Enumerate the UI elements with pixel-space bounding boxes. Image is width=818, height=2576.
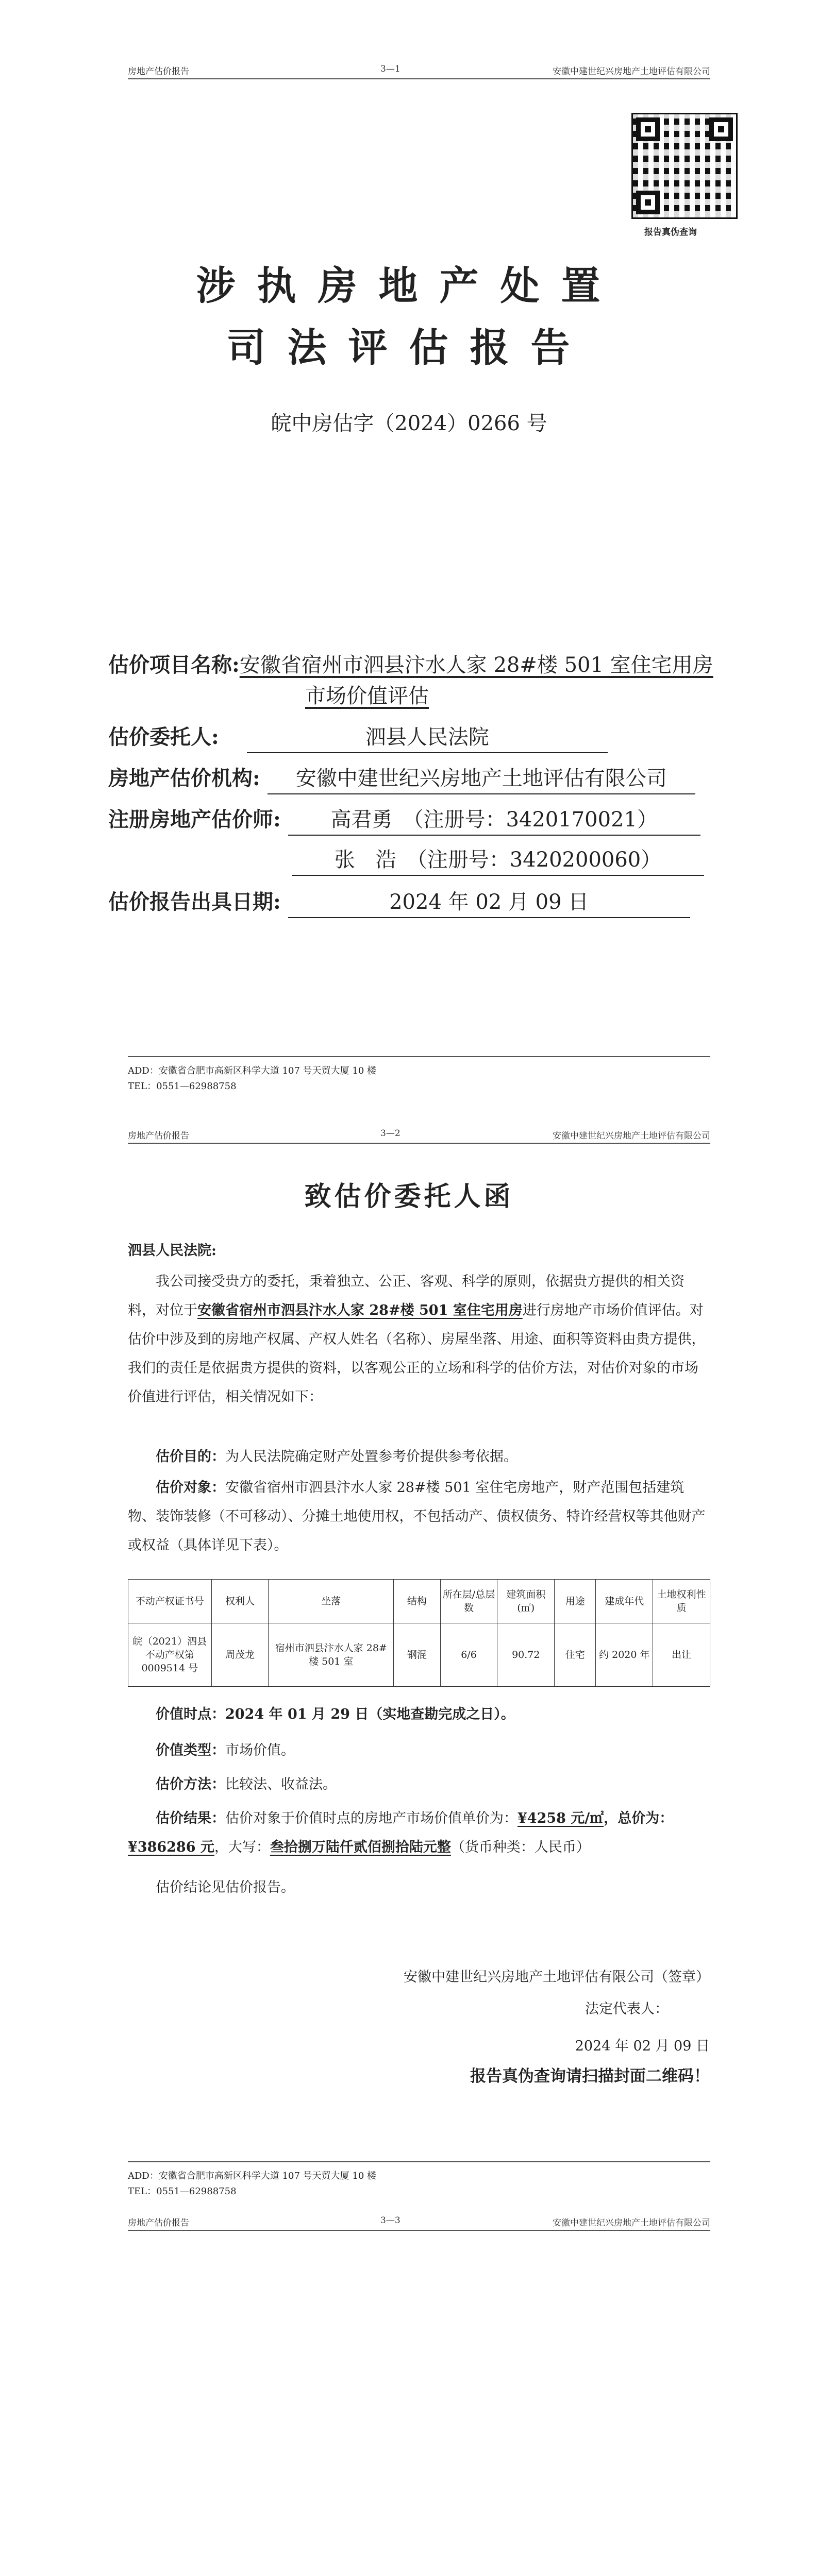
report-title-line-2: 司法评估报告 (226, 325, 592, 370)
header-right: 安徽中建世纪兴房地产土地评估有限公司 (553, 1131, 710, 1141)
appraiser-row (108, 805, 700, 836)
result-text-1: 估价对象于价值时点的房地产市场价值单价为： (225, 1810, 517, 1826)
project-label: 估价项目名称: (108, 653, 240, 677)
project-value-2: 市场价值评估 (305, 684, 429, 708)
project-row (108, 650, 713, 680)
intro-text-a: 我公司接受贵方的委托，秉着独立、公正、客观、科学的原则，依据贵方提供的相关资料，对位于 (128, 1274, 685, 1318)
total-price: ¥386286 元 (128, 1839, 214, 1855)
table-cell: 皖（2021）泗县不动产权第 0009514 号 (128, 1623, 212, 1687)
verify-note: 报告真伪查询请扫描封面二维码！ (470, 2067, 710, 2086)
table-cell: 钢混 (394, 1623, 440, 1687)
date-row (108, 887, 690, 918)
project-value-1: 安徽省宿州市泗县汴水人家 28#楼 501 室住宅用房 (239, 653, 713, 677)
date-label: 估价报告出具日期: (108, 890, 281, 914)
property-table (128, 1579, 710, 1687)
page-header (128, 2215, 710, 2231)
valuation-date-label: 价值时点： (156, 1706, 225, 1722)
total-upper: 叁拾捌万陆仟贰佰捌拾陆元整 (270, 1839, 451, 1855)
value-type-label: 价值类型： (156, 1742, 225, 1758)
header-right: 安徽中建世纪兴房地产土地评估有限公司 (553, 2218, 710, 2228)
project-row-2 (305, 681, 645, 711)
result-text-3: ，大写： (214, 1839, 270, 1855)
intro-paragraph (128, 1267, 710, 1412)
intro-text-c: 进行房地产市场价值评估。对估价中涉及到的房地产权属、产权人姓名（名称）、房屋坐落、用途、面积等资料由贵方提供，我们的责任是依据贵方提供的资料，以客观公正的立场和科学的估价方法，对估价对象的市场价值进行评估，相关情况如下： (128, 1302, 706, 1405)
result-text-2: ，总价为： (604, 1810, 674, 1826)
footer-address: ADD：安徽省合肥市高新区科学大道 107 号天贸大厦 10 楼 (128, 1065, 377, 1076)
qr-caption: 报告真伪查询 (644, 227, 697, 238)
page-footer (128, 2161, 710, 2199)
table-header-cell: 坐落 (269, 1580, 394, 1623)
table-header-cell: 结构 (394, 1580, 440, 1623)
page-header (128, 64, 710, 79)
table-header-cell: 不动产权证书号 (128, 1580, 212, 1623)
object-label: 估价对象： (156, 1480, 225, 1496)
table-header-cell: 权利人 (211, 1580, 269, 1623)
sign-date: 2024 年 02 月 09 日 (575, 2038, 710, 2054)
table-row (128, 1623, 710, 1687)
valuation-date-value: 2024 年 01 月 29 日（实地查勘完成之日）。 (225, 1706, 515, 1722)
table-cell: 6/6 (440, 1623, 497, 1687)
object-paragraph (128, 1473, 710, 1560)
header-left: 房地产估价报告 (128, 2218, 189, 2228)
table-cell: 90.72 (497, 1623, 555, 1687)
date-value: 2024 年 02 月 09 日 (288, 887, 690, 918)
report-title-line-1: 涉执房地产处置 (196, 263, 622, 309)
agency-row (108, 764, 695, 794)
header-page-number: 3—2 (380, 1128, 400, 1139)
object-value: 安徽省宿州市泗县汴水人家 28#楼 501 室住宅房地产，财产范围包括建筑物、装饰装修（不可移动）、分摊土地使用权，不包括动产、债权债务、特许经营权等其他财产或权益（具体详见下表）。 (128, 1480, 706, 1553)
footer-tel: TEL：0551—62988758 (128, 2186, 237, 2197)
sign-representative: 法定代表人： (585, 2001, 669, 2017)
closing-paragraph: 估价结论见估价报告。 (156, 1879, 295, 1895)
header-page-number: 3—3 (380, 2215, 400, 2226)
header-left: 房地产估价报告 (128, 1131, 189, 1141)
agency-value: 安徽中建世纪兴房地产土地评估有限公司 (268, 764, 695, 794)
method-paragraph (128, 1770, 710, 1799)
purpose-paragraph (128, 1443, 710, 1471)
qr-code-icon[interactable] (633, 114, 736, 217)
table-header-cell: 所在层/总层数 (440, 1580, 497, 1623)
sign-company: 安徽中建世纪兴房地产土地评估有限公司（签章） (404, 1969, 710, 1985)
unit-price: ¥4258 元/㎡ (517, 1810, 604, 1826)
result-paragraph (128, 1804, 710, 1862)
table-cell: 周茂龙 (211, 1623, 269, 1687)
footer-address: ADD：安徽省合肥市高新区科学大道 107 号天贸大厦 10 楼 (128, 2171, 377, 2181)
valuation-date-paragraph (128, 1700, 710, 1729)
purpose-value: 为人民法院确定财产处置参考价提供参考依据。 (225, 1449, 517, 1465)
method-value: 比较法、收益法。 (225, 1776, 337, 1792)
header-left: 房地产估价报告 (128, 66, 189, 77)
table-header-row (128, 1580, 710, 1623)
table-cell: 约 2020 年 (596, 1623, 653, 1687)
agency-label: 房地产估价机构: (108, 766, 260, 790)
page-footer (128, 1056, 710, 1094)
appraiser-1: 高君勇 （注册号：3420170021） (288, 805, 700, 836)
value-type-value: 市场价值。 (225, 1742, 295, 1758)
method-label: 估价方法： (156, 1776, 225, 1792)
addressee: 泗县人民法院: (128, 1243, 216, 1259)
appraiser-2: 张 浩 （注册号：3420200060） (292, 845, 704, 876)
page-header (128, 1128, 710, 1144)
client-row (108, 722, 608, 753)
header-right: 安徽中建世纪兴房地产土地评估有限公司 (553, 66, 710, 77)
result-text-4: （货币种类：人民币） (450, 1839, 590, 1855)
table-header-cell: 用途 (555, 1580, 596, 1623)
result-label: 估价结果： (156, 1810, 225, 1826)
table-cell: 宿州市泗县汴水人家 28#楼 501 室 (269, 1623, 394, 1687)
table-header-cell: 建筑面积(㎡) (497, 1580, 555, 1623)
client-label: 估价委托人: (108, 725, 219, 749)
table-header-cell: 建成年代 (596, 1580, 653, 1623)
page-1 (0, 0, 818, 1097)
client-value: 泗县人民法院 (247, 722, 608, 753)
appraiser-row-2 (292, 845, 704, 876)
table-header-cell: 土地权利性质 (653, 1580, 710, 1623)
appraiser-label: 注册房地产估价师: (108, 807, 281, 832)
value-type-paragraph (128, 1736, 710, 1765)
document-number: 皖中房估字（2024）0266 号 (271, 412, 547, 435)
table-cell: 出让 (653, 1623, 710, 1687)
footer-tel: TEL：0551—62988758 (128, 1081, 237, 1092)
purpose-label: 估价目的： (156, 1449, 225, 1465)
header-page-number: 3—1 (380, 64, 400, 74)
table-cell: 住宅 (555, 1623, 596, 1687)
letter-title: 致估价委托人函 (304, 1181, 514, 1212)
intro-property: 安徽省宿州市泗县汴水人家 28#楼 501 室住宅用房 (197, 1302, 523, 1318)
